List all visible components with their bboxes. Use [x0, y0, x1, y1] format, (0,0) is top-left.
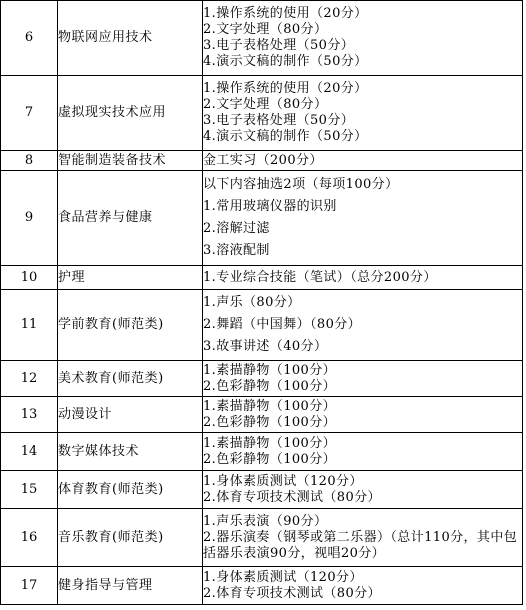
major-name: 学前教育(师范类) [58, 290, 203, 361]
exam-item: 金工实习（200分） [203, 152, 323, 168]
exam-item: 2.色彩静物（100分） [203, 414, 337, 430]
exam-item: 2.色彩静物（100分） [203, 378, 337, 394]
row-number: 6 [1, 1, 58, 76]
row-number: 7 [1, 76, 58, 151]
exam-content [203, 290, 523, 361]
exam-item: 2.色彩静物（100分） [203, 451, 337, 467]
exam-item: 2.体育专项技术测试（80分） [203, 489, 381, 505]
exam-content [203, 433, 523, 471]
row-number: 16 [1, 509, 58, 567]
exam-item: 1.素描静物（100分） [203, 435, 337, 451]
table-row [1, 76, 523, 151]
row-number: 15 [1, 471, 58, 509]
exam-item: 2.文字处理（80分） [203, 97, 328, 112]
exam-content [203, 171, 523, 266]
exam-item: 1.专业综合技能（笔试）（总分200分） [203, 269, 437, 285]
major-name: 动漫设计 [58, 397, 203, 433]
row-number: 14 [1, 433, 58, 471]
exam-content [203, 567, 523, 605]
exam-item: 1.操作系统的使用（20分） [203, 81, 368, 96]
major-name: 食品营养与健康 [58, 171, 203, 266]
exam-item: 1.身体素质测试（120分） [203, 569, 363, 585]
exam-content [203, 76, 523, 151]
exam-content [203, 397, 523, 433]
row-number: 12 [1, 361, 58, 397]
major-name: 音乐教育(师范类) [58, 509, 203, 567]
exam-content [203, 151, 523, 171]
table-row [1, 509, 523, 567]
exam-item: 1.声乐表演（90分） [203, 513, 328, 529]
row-number: 9 [1, 171, 58, 266]
exam-item: 2.溶解过滤 [203, 221, 270, 236]
table-row [1, 266, 523, 290]
major-name: 虚拟现实技术应用 [58, 76, 203, 151]
exam-item: 1.素描静物（100分） [203, 362, 337, 378]
exam-item: 1.素描静物（100分） [203, 398, 337, 414]
exam-item: 3.电子表格处理（50分） [203, 38, 355, 53]
table-row [1, 567, 523, 605]
table-row [1, 471, 523, 509]
table-row [1, 397, 523, 433]
exam-item: 2.体育专项技术测试（80分） [203, 585, 381, 601]
exam-content [203, 471, 523, 509]
exam-item: 2.舞蹈（中国舞）（80分） [203, 317, 362, 332]
row-number: 11 [1, 290, 58, 361]
major-name: 数字媒体技术 [58, 433, 203, 471]
exam-item: 1.声乐（80分） [203, 295, 301, 310]
table-row [1, 433, 523, 471]
exam-item: 2.文字处理（80分） [203, 22, 328, 37]
major-name: 智能制造装备技术 [58, 151, 203, 171]
major-name: 体育教育(师范类) [58, 471, 203, 509]
major-name: 物联网应用技术 [58, 1, 203, 76]
table-row [1, 151, 523, 171]
exam-content [203, 1, 523, 76]
row-number: 13 [1, 397, 58, 433]
table-row [1, 361, 523, 397]
row-number: 10 [1, 266, 58, 290]
exam-item: 4.演示文稿的制作（50分） [203, 129, 368, 144]
exam-item: 3.溶液配制 [203, 243, 270, 258]
major-name: 美术教育(师范类) [58, 361, 203, 397]
exam-item: 1.身体素质测试（120分） [203, 473, 363, 489]
row-number: 8 [1, 151, 58, 171]
major-name: 健身指导与管理 [58, 567, 203, 605]
row-number: 17 [1, 567, 58, 605]
exam-content [203, 509, 523, 567]
exam-item: 3.电子表格处理（50分） [203, 113, 355, 128]
exam-item: 2.器乐演奏（钢琴或第二乐器）（总计110分，其中包括器乐表演90分，视唱20分） [203, 529, 518, 561]
exam-item: 1.操作系统的使用（20分） [203, 6, 368, 21]
table-row [1, 1, 523, 76]
exam-content [203, 266, 523, 290]
major-name: 护理 [58, 266, 203, 290]
exam-content [203, 361, 523, 397]
exam-item: 4.演示文稿的制作（50分） [203, 54, 368, 69]
table-row [1, 290, 523, 361]
exam-item: 3.故事讲述（40分） [203, 339, 328, 354]
table-row [1, 171, 523, 266]
exam-item: 1.常用玻璃仪器的识别 [203, 199, 337, 214]
exam-item: 以下内容抽选2项（每项100分） [203, 177, 399, 192]
